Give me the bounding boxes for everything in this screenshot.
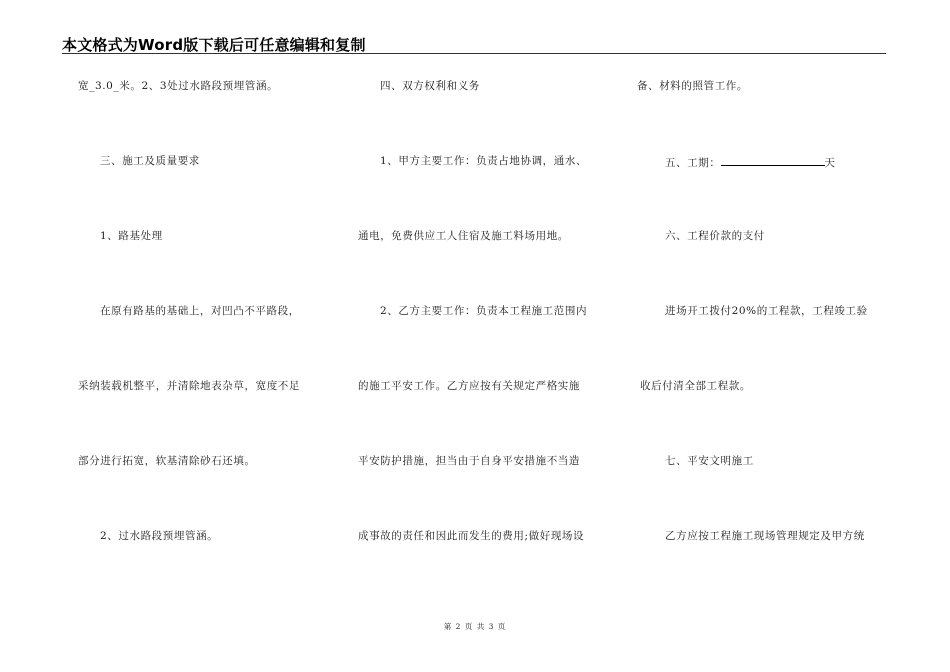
days-unit: 天 bbox=[824, 157, 836, 169]
page-indicator: 第 2 页 共 3 页 bbox=[443, 622, 507, 631]
section-heading: 六、工程价款的支付 bbox=[665, 230, 765, 242]
section-heading: 三、施工及质量要求 bbox=[100, 155, 200, 167]
text-line: 通电，免费供应工人住宿及施工料场用地。 bbox=[358, 230, 569, 242]
section-heading-with-blank bbox=[665, 154, 836, 170]
text-line: 在原有路基的基础上，对凹凸不平路段， bbox=[100, 305, 300, 317]
schedule-label: 五、工期： bbox=[665, 157, 721, 169]
blank-underline bbox=[721, 154, 825, 166]
text-line: 采纳装载机整平，并清除地表杂草，宽度不足 bbox=[78, 380, 300, 392]
header-divider bbox=[62, 53, 886, 54]
text-line: 1、甲方主要工作：负责占地协调，通水、 bbox=[380, 155, 588, 167]
text-line: 2、乙方主要工作：负责本工程施工范围内 bbox=[380, 305, 588, 317]
text-line: 备、材料的照管工作。 bbox=[637, 80, 748, 92]
section-heading: 七、平安文明施工 bbox=[665, 455, 754, 467]
text-line: 的施工平安工作。乙方应按有关规定严格实施 bbox=[358, 380, 580, 392]
text-line: 宽_3.0_米。2、3处过水路段预埋管涵。 bbox=[78, 80, 279, 92]
text-line: 进场开工拨付20%的工程款，工程竣工验 bbox=[665, 305, 868, 317]
subsection-heading: 2、过水路段预埋管涵。 bbox=[100, 530, 219, 542]
subsection-heading: 1、路基处理 bbox=[100, 230, 163, 242]
section-heading: 四、双方权利和义务 bbox=[380, 80, 480, 92]
text-line: 部分进行拓宽，软基清除砂石还填。 bbox=[78, 455, 256, 467]
text-line: 乙方应按工程施工现场管理规定及甲方统 bbox=[665, 530, 865, 542]
text-line: 成事故的责任和因此而发生的费用;做好现场设 bbox=[358, 530, 585, 542]
header-title: 本文格式为Word版下载后可任意编辑和复制 bbox=[62, 36, 366, 54]
text-line: 平安防护措施，担当由于自身平安措施不当造 bbox=[358, 455, 580, 467]
text-line: 收后付清全部工程款。 bbox=[640, 380, 751, 392]
